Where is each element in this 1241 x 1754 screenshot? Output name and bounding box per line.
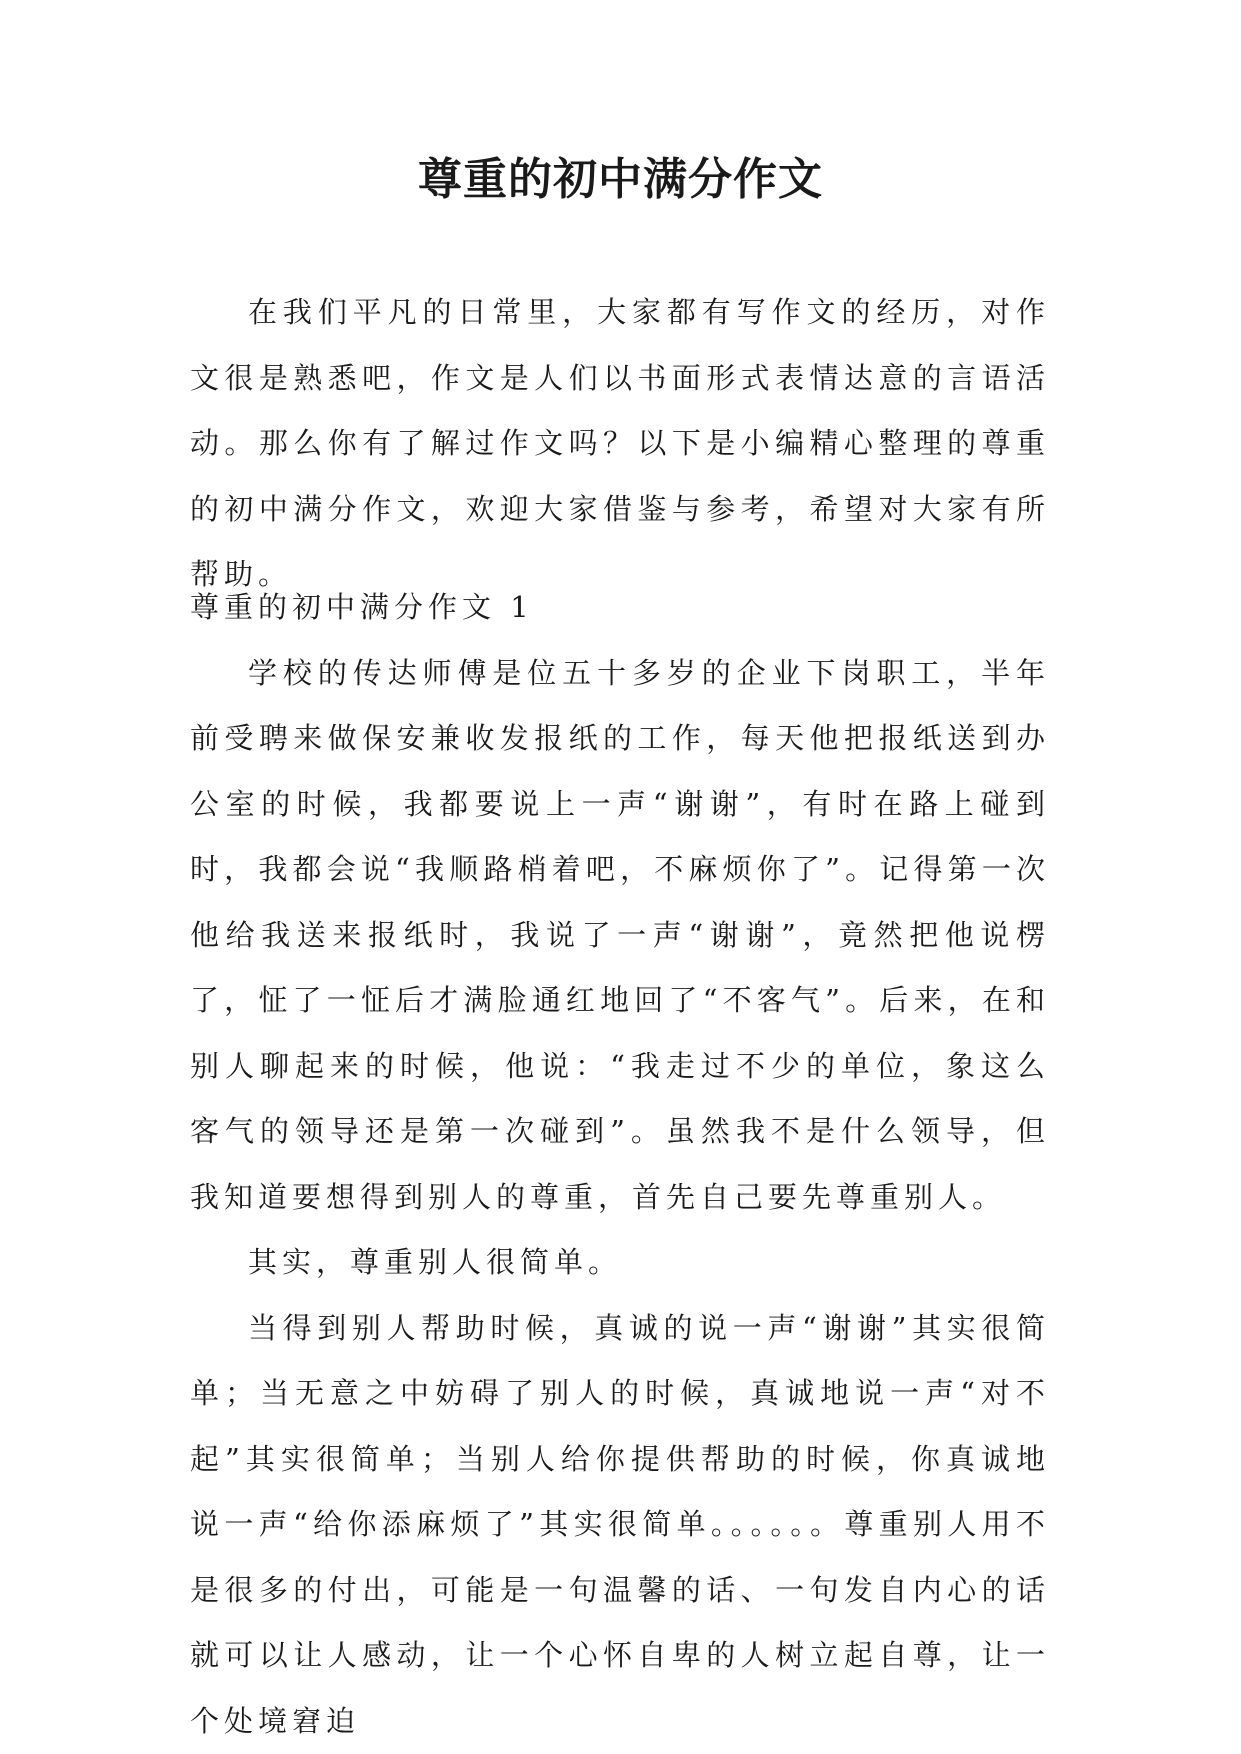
essay-paragraph: 其实，尊重别人很简单。	[248, 1245, 623, 1279]
document-title: 尊重的初中满分作文	[418, 154, 823, 205]
intro-paragraph: 在我们平凡的日常里，大家都有写作文的经历，对作文很是熟悉吧，作文是人们以书面形式表情达意的言语活动。那么你有了解过作文吗？以下是小编精心整理的尊重的初中满分作文，欢迎大家借鉴与参考，希望对大家有所帮助。	[190, 295, 1050, 591]
essay-paragraph: 学校的传达师傅是位五十多岁的企业下岗职工，半年前受聘来做保安兼收发报纸的工作，每天他把报纸送到办公室的时候，我都要说上一声“谢谢”，有时在路上碰到时，我都会说“我顺路梢着吧，不麻烦你了”。记得第一次他给我送来报纸时，我说了一声“谢谢”，竟然把他说楞了，怔了一怔后才满脸通红地回了“不客气”。后来，在和别人聊起来的时候，他说：“我走过不少的单位，象这么客气的领导还是第一次碰到”。虽然我不是什么领导，但我知道要想得到别人的尊重，首先自己要先尊重别人。	[190, 655, 1050, 1214]
essay-paragraph: 当得到别人帮助时候，真诚的说一声“谢谢”其实很简单；当无意之中妨碍了别人的时候，真诚地说一声“对不起”其实很简单；当别人给你提供帮助的时候，你真诚地说一声“给你添麻烦了”其实很简单。。。。。。尊重别人用不是很多的付出，可能是一句温馨的话、一句发自内心的话就可以让人感动，让一个心怀自卑的人树立起自尊，让一个处境窘迫	[190, 1310, 1050, 1738]
section-heading: 尊重的初中满分作文 1	[190, 590, 534, 624]
essay-block	[190, 575, 1050, 1754]
intro-block	[190, 280, 1050, 608]
